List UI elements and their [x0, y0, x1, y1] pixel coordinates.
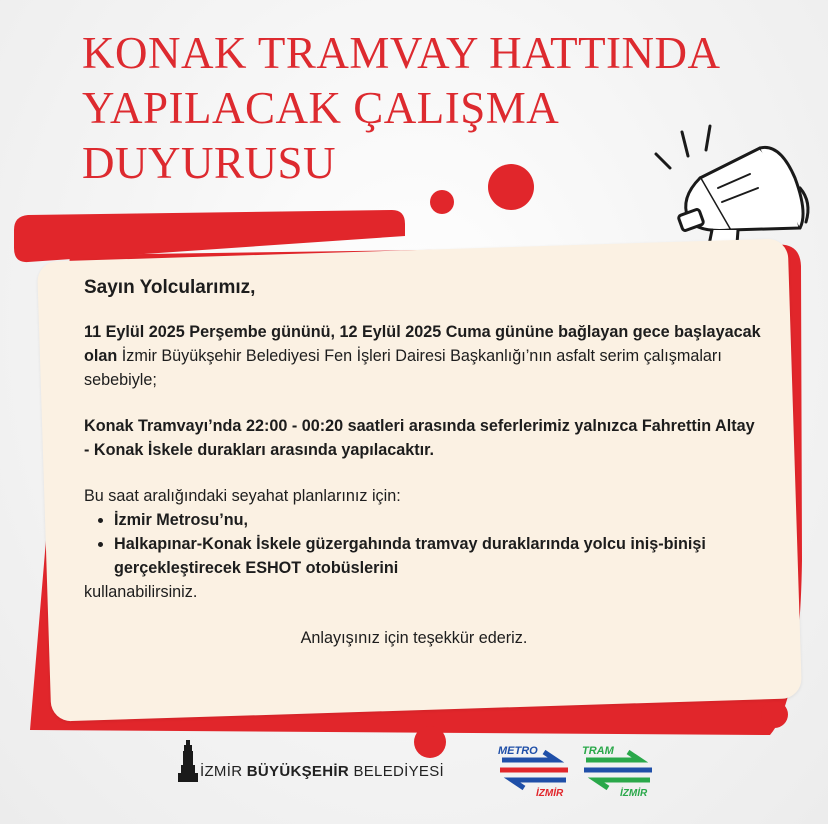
paragraph-alternatives-end: kullanabilirsiniz. [84, 583, 198, 601]
greeting: Sayın Yolcularımız, [84, 277, 256, 298]
list-item: • Halkapınar-Konak İskele güzergahında tramvay duraklarında yolcu iniş-binişi gerçekleştirecek ESHOT otobüslerini [114, 532, 764, 580]
tram-izmir-logo [580, 742, 656, 798]
dates-normal-text: İzmir Büyükşehir Belediyesi Fen İşleri Dairesi Başkanlığı’nın asfalt serim çalışmaları sebebiyle; [84, 347, 722, 389]
decor-dot-large [488, 164, 534, 210]
metro-izmir-logo [496, 742, 572, 798]
metro-logo-bottom-text: İZMİR [536, 788, 564, 798]
tram-logo-bottom-text: İZMİR [620, 788, 648, 798]
announcement-body [84, 276, 764, 650]
dates-bold-text: 11 Eylül 2025 Perşembe gününü, 12 Eylül 2025 Cuma gününe bağlayan gece başlayacak olan [84, 323, 761, 365]
ibb-logo [178, 740, 444, 782]
tram-logo-top-text: TRAM [582, 745, 614, 757]
thanks-text: Anlayışınız için teşekkür ederiz. [300, 629, 528, 647]
ibb-name: İZMİR BÜYÜKŞEHİR BELEDİYESİ [200, 763, 444, 780]
alternatives-list [84, 508, 764, 580]
metro-logo-top-text: METRO [498, 745, 538, 757]
decor-dot-small [430, 190, 454, 214]
title-line-3: DUYURUSU [82, 138, 337, 188]
decor-dot-right [761, 701, 788, 728]
title-line-1: KONAK TRAMVAY HATTINDA [82, 28, 721, 78]
clock-tower-icon [178, 740, 198, 782]
paragraph-dates [84, 320, 764, 392]
paragraph-service-info: Konak Tramvayı’nda 22:00 - 00:20 saatleri arasında seferlerimiz yalnızca Fahrettin Altay - Konak İskele durakları arasında yapılacaktır. [84, 417, 755, 459]
title-line-2: YAPILACAK ÇALIŞMA [82, 83, 560, 133]
list-item: • İzmir Metrosu’nu, [114, 508, 764, 532]
paragraph-alternatives-intro: Bu saat aralığındaki seyahat planlarınız için: [84, 487, 401, 505]
